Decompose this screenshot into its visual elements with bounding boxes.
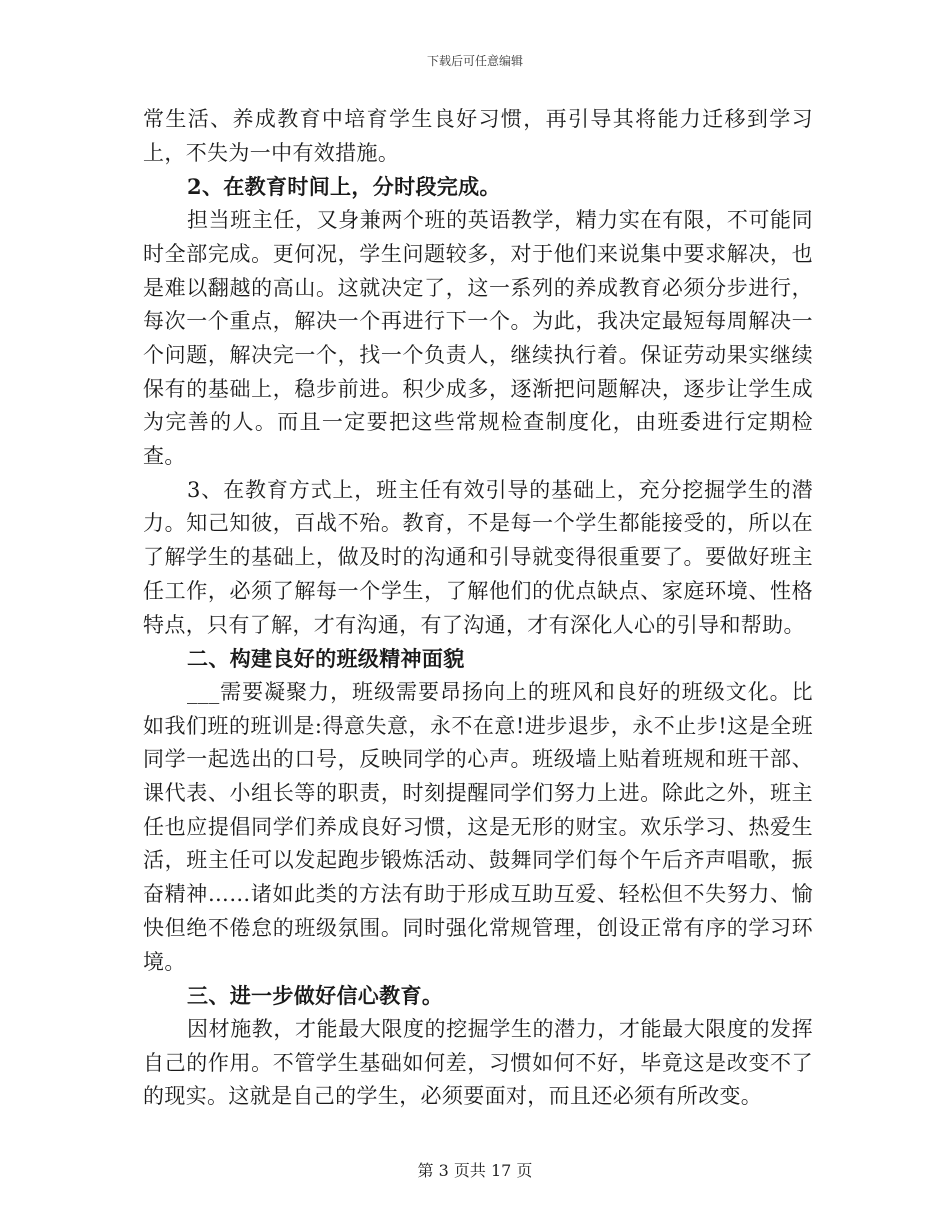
section-heading: 2、在教育时间上，分时段完成。: [187, 174, 501, 200]
paragraph: 3、在教育方式上，班主任有效引导的基础上，充分挖掘学生的潜力。知己知彼，百战不殆。教育，不是每一个学生都能接受的，所以在了解学生的基础上，做及时的沟通和引导就变得很重要了。要做好班主任工作，必须了解每一个学生，了解他们的优点缺点、家庭环境、性格特点，只有了解，才有沟通，有了沟通，才有深化人心的引导和帮助。: [143, 477, 813, 637]
paragraph: 因材施教，才能最大限度的挖掘学生的潜力，才能最大限度的发挥自己的作用。不管学生基础如何差，习惯如何不好，毕竟这是改变不了的现实。这就是自己的学生，必须要面对，而且还必须有所改变。: [143, 1016, 813, 1109]
paragraph: 常生活、养成教育中培育学生良好习惯，再引导其将能力迁移到学习上，不失为一中有效措施。: [143, 107, 813, 165]
paragraph: 担当班主任，又身兼两个班的英语教学，精力实在有限，不可能同时全部完成。更何况，学生问题较多，对于他们来说集中要求解决，也是难以翻越的高山。这就决定了，这一系列的养成教育必须分步进行，每次一个重点，解决一个再进行下一个。为此，我决定最短每周解决一个问题，解决完一个，找一个负责人，继续执行着。保证劳动果实继续保有的基础上，稳步前进。积少成多，逐渐把问题解决，逐步让学生成为完善的人。而且一定要把这些常规检查制度化，由班委进行定期检查。: [143, 208, 813, 469]
page-footer: 第 3 页共 17 页: [417, 1161, 533, 1180]
document-body: [143, 103, 813, 1114]
paragraph: ___需要凝聚力，班级需要昂扬向上的班风和良好的班级文化。比如我们班的班训是:得意失意，永不在意!进步退步，永不止步!这是全班同学一起选出的口号，反映同学的心声。班级墙上贴着班规和班干部、课代表、小组长等的职责，时刻提醒同学们努力上进。除此之外，班主任也应提倡同学们养成良好习惯，这是无形的财宝。欢乐学习、热爱生活，班主任可以发起跑步锻炼活动、鼓舞同学们每个午后齐声唱歌，振奋精神……诸如此类的方法有助于形成互助互爱、轻松但不失努力、愉快但绝不倦怠的班级氛围。同时强化常规管理，创设正常有序的学习环境。: [143, 679, 813, 974]
section-heading: 二、构建良好的班级精神面貌: [187, 646, 465, 672]
page-header: 下载后可任意编辑: [426, 54, 523, 68]
section-heading: 三、进一步做好信心教育。: [187, 983, 444, 1009]
